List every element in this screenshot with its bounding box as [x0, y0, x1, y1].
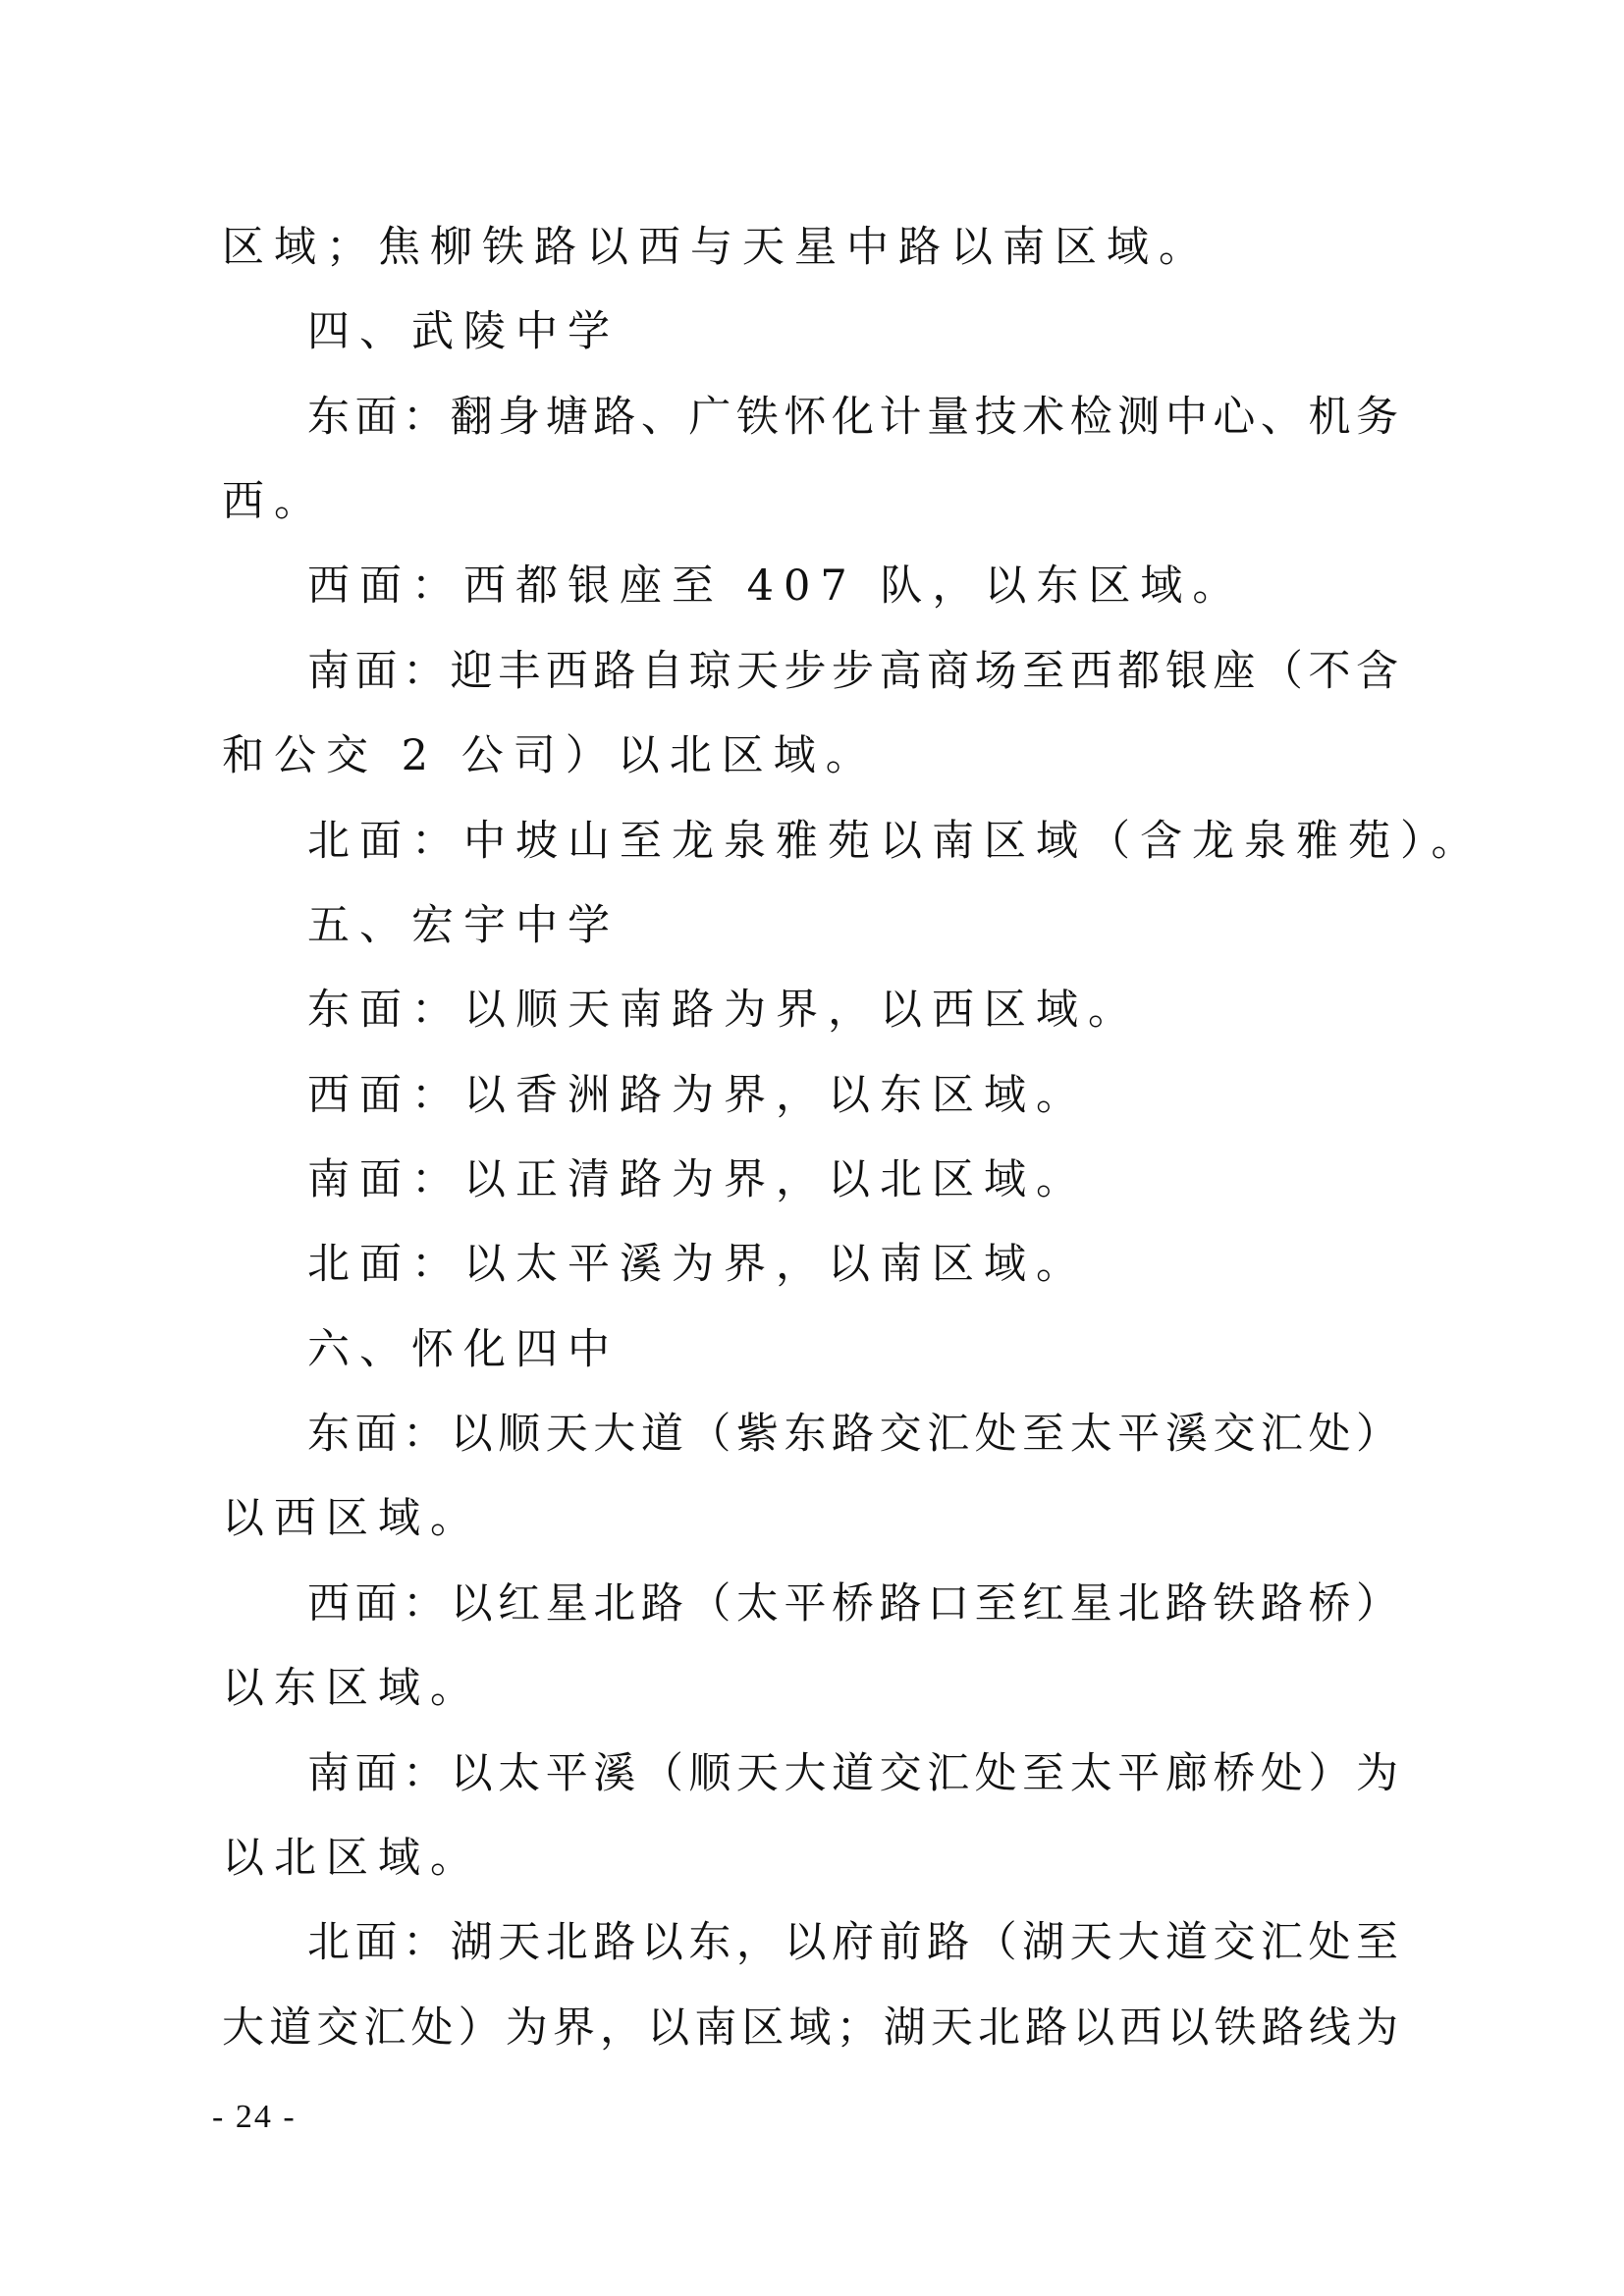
- paragraph-2-line-1: 西。: [222, 477, 326, 526]
- paragraph-2-line-0: 东面：翻身塘路、广铁怀化计量技术检测中心、机务: [307, 393, 1402, 442]
- paragraph-15-line-1: 大道交汇处）为界，以南区域；湖天北路以西以铁路线为: [222, 2003, 1402, 2053]
- paragraph-9-line-0: 南面：以正清路为界，以北区域。: [307, 1155, 1088, 1204]
- paragraph-5-line-0: 北面：中坡山至龙泉雅苑以南区域（含龙泉雅苑）。: [307, 817, 1484, 866]
- paragraph-14-line-1: 以北区域。: [222, 1834, 482, 1883]
- section-heading-5: 五、宏宇中学: [307, 901, 620, 950]
- paragraph-13-line-1: 以东区域。: [222, 1664, 482, 1713]
- paragraph-7-line-0: 东面：以顺天南路为界，以西区域。: [307, 986, 1140, 1035]
- paragraph-0-line-0: 区域；焦柳铁路以西与天星中路以南区域。: [222, 223, 1211, 272]
- page-number: - 24 -: [212, 2099, 297, 2135]
- paragraph-12-line-0: 东面：以顺天大道（紫东路交汇处至太平溪交汇处）: [307, 1410, 1402, 1459]
- paragraph-4-line-1: 和公交 2 公司）以北区域。: [222, 731, 878, 780]
- section-heading-6: 六、怀化四中: [307, 1325, 620, 1374]
- paragraph-13-line-0: 西面：以红星北路（太平桥路口至红星北路铁路桥）: [307, 1579, 1402, 1629]
- section-heading-4: 四、武陵中学: [307, 307, 620, 356]
- paragraph-12-line-1: 以西区域。: [222, 1494, 482, 1543]
- paragraph-4-line-0: 南面：迎丰西路自琼天步步高商场至西都银座（不含: [307, 647, 1402, 696]
- paragraph-10-line-0: 北面：以太平溪为界，以南区域。: [307, 1240, 1088, 1289]
- paragraph-3-line-0: 西面：西都银座至 407 队，以东区域。: [307, 561, 1245, 611]
- paragraph-14-line-0: 南面：以太平溪（顺天大道交汇处至太平廊桥处）为: [307, 1749, 1402, 1798]
- paragraph-15-line-0: 北面：湖天北路以东，以府前路（湖天大道交汇处至: [307, 1918, 1402, 1967]
- paragraph-8-line-0: 西面：以香洲路为界，以东区域。: [307, 1071, 1088, 1120]
